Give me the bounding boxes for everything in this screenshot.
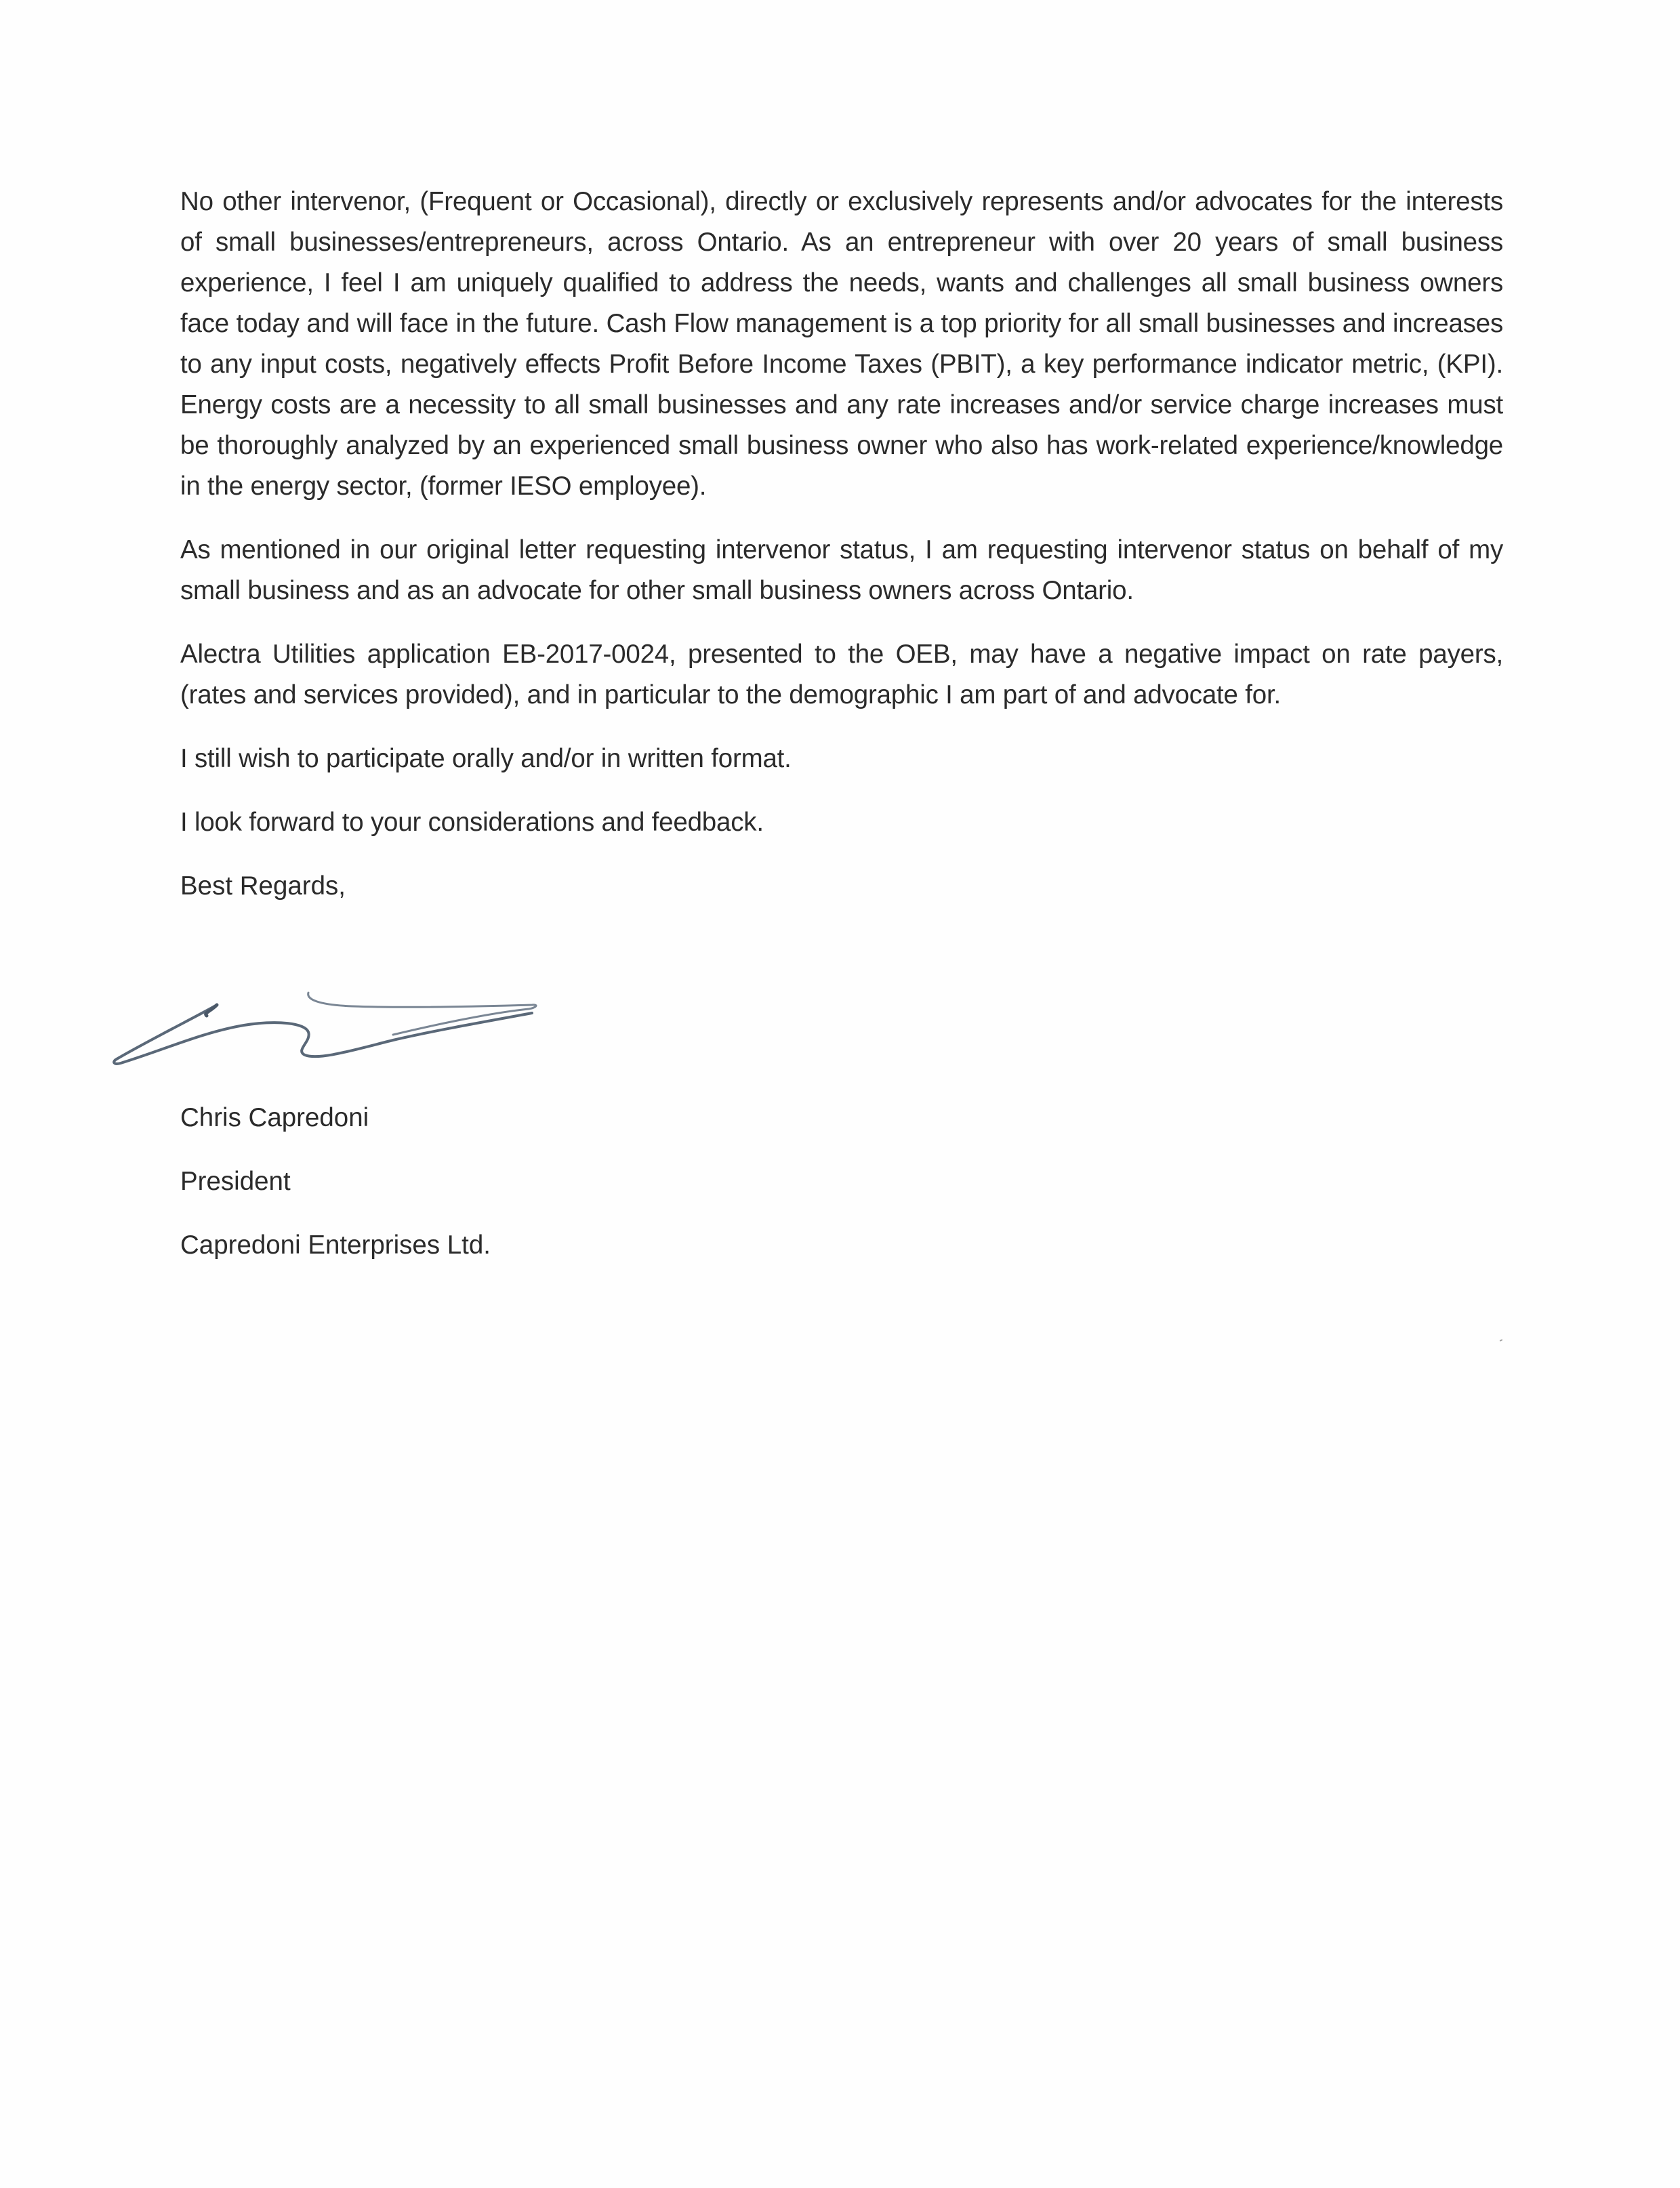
signatory-name: Chris Capredoni xyxy=(180,1103,369,1132)
paragraph-status-request: As mentioned in our original letter requesting intervenor status, I am requesting intervenor status on behalf of my small business and as an advocate for other small business owners across Ontario. xyxy=(180,535,1503,605)
handwritten-signature-icon xyxy=(108,986,623,1088)
paragraph-intervenor-qualifications: No other intervenor, (Frequent or Occasional), directly or exclusively represents and/or advocates for the interests of small businesses/entrepreneurs, across Ontario. As an entrepreneur with over 20 years of small business experience, I feel I am uniquely qualified to address the needs, wants and challenges all small business owners face today and will face in the future. Cash Flow management is a top priority for all small businesses and increases to any input costs, negatively effects Profit Before Income Taxes (PBIT), a key performance indicator metric, (KPI). Energy costs are a necessity to all small businesses and any rate increases and/or service charge increases must be thoroughly analyzed by an experienced small business owner who also has work-related experience/knowledge in the energy sector, (former IESO employee). xyxy=(180,187,1503,501)
paragraph-feedback: I look forward to your considerations and feedback. xyxy=(180,808,764,837)
signatory-company: Capredoni Enterprises Ltd. xyxy=(180,1231,491,1260)
scan-speck xyxy=(1500,1339,1502,1342)
paragraph-application-impact: Alectra Utilities application EB-2017-0024, presented to the OEB, may have a negative impact on rate payers, (rates and services provided), and in particular to the demographic I am part of and advocate for. xyxy=(180,640,1503,709)
letter-body xyxy=(180,182,1503,907)
signatory-block xyxy=(180,1098,491,1289)
closing-salutation: Best Regards, xyxy=(180,871,346,901)
paragraph-participation: I still wish to participate orally and/or in written format. xyxy=(180,744,792,773)
signatory-title: President xyxy=(180,1167,291,1196)
